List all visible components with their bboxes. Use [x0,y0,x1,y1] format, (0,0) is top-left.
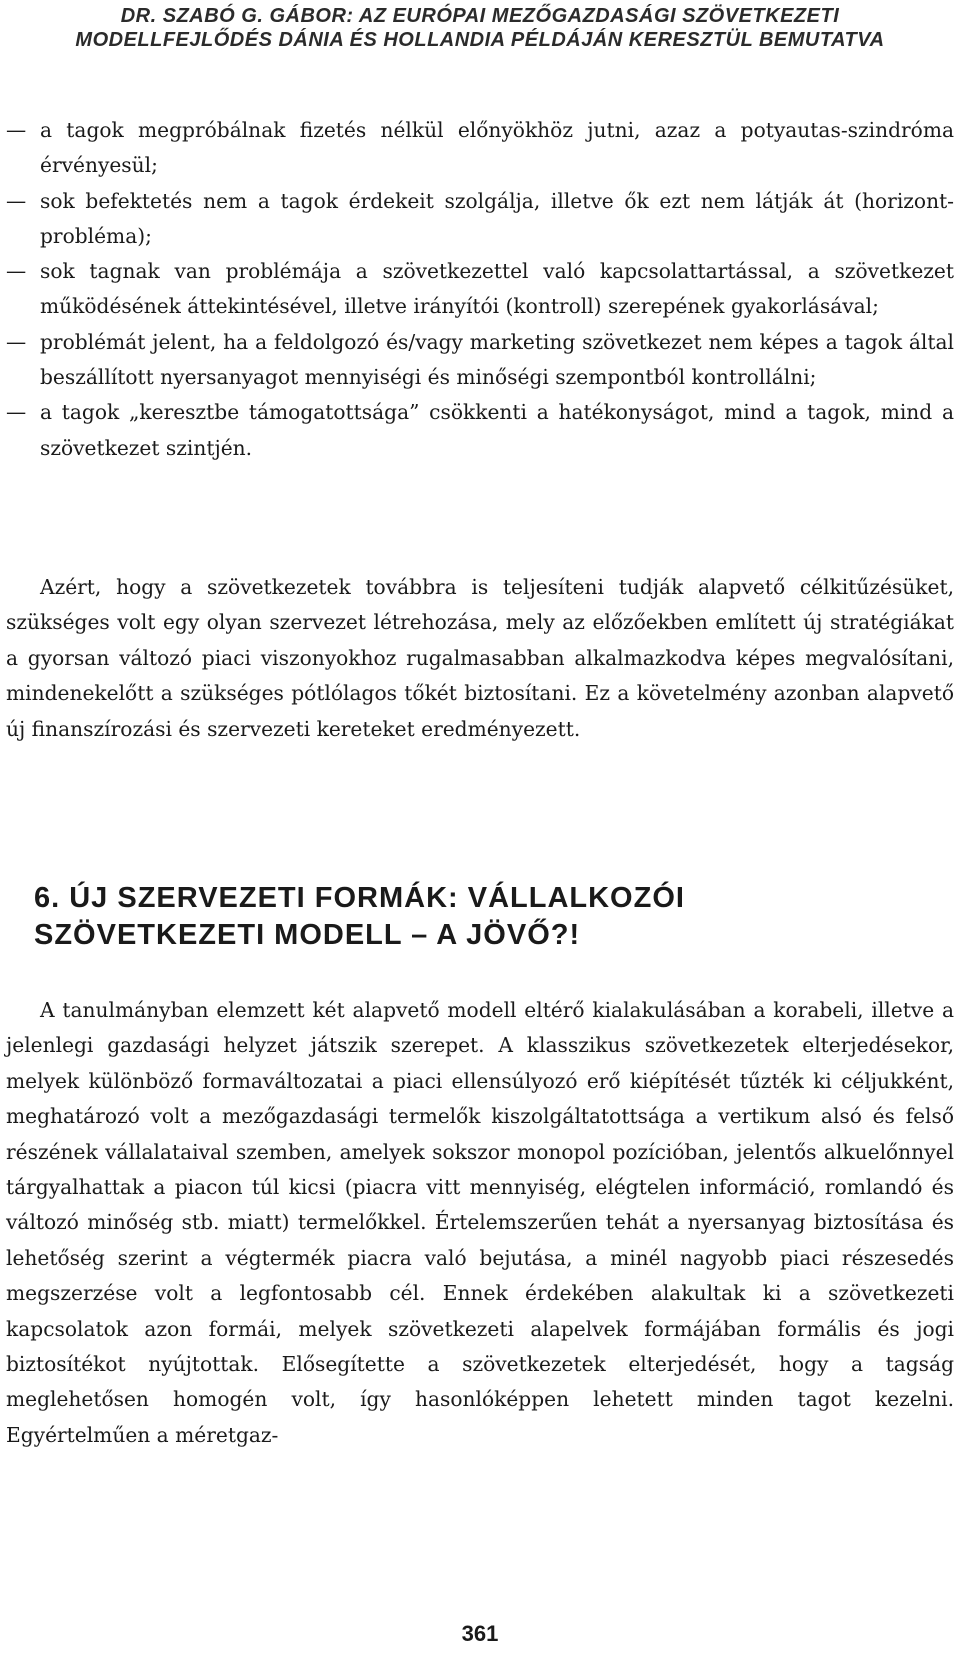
running-header-line-1: DR. SZABÓ G. GÁBOR: AZ EURÓPAI MEZŐGAZDASÁGI SZÖVETKEZETI [120,5,840,27]
bullet-list [6,113,954,466]
bullet-item: — a tagok „keresztbe támogatottsága” csökkenti a hatékonyságot, mind a tagok, mind a szövetkezet szintjén. [6,395,954,466]
section-heading [34,880,685,954]
section-heading-line-1: 6. ÚJ SZERVEZETI FORMÁK: VÁLLALKOZÓI [34,882,685,914]
section-heading-line-2: SZÖVETKEZETI MODELL – A JÖVŐ?! [34,919,581,951]
running-header [0,4,960,52]
bullet-item: — a tagok megpróbálnak fizetés nélkül előnyökhöz jutni, azaz a potyautas-szindróma érvényesül; [6,113,954,184]
body-paragraph-1: Azért, hogy a szövetkezetek továbbra is teljesíteni tudják alapvető célkitűzésüket, szükséges volt egy olyan szervezet létrehozása, mely az előzőekben említett új stratégiákat a gyorsan változó piaci viszonyokhoz rugalmasabban alkalmazkodva képes megvalósítani, mindenekelőtt a szükséges pótlólagos tőkét biztosítani. Ez a követelmény azonban alapvető új finanszírozási és szervezeti kereteket eredményezett. [6,575,954,741]
page-number: 361 [461,1621,499,1646]
bullet-item: — problémát jelent, ha a feldolgozó és/vagy marketing szövetkezet nem képes a tagok által beszállított nyersanyagot mennyiségi és minőségi szempontból kontrollálni; [6,325,954,396]
running-header-line-2: MODELLFEJLŐDÉS DÁNIA ÉS HOLLANDIA PÉLDÁJÁN KERESZTÜL BEMUTATVA [75,29,885,51]
bullet-item: — sok befektetés nem a tagok érdekeit szolgálja, illetve ők ezt nem látják át (horizont-probléma); [6,184,954,255]
bullet-item: — sok tagnak van problémája a szövetkezettel való kapcsolattartással, a szövetkezet működésének áttekintésével, illetve irányítói (kontroll) szerepének gyakorlásával; [6,254,954,325]
body-paragraph-2: A tanulmányban elemzett két alapvető modell eltérő kialakulásában a korabeli, illetve a jelenlegi gazdasági helyzet játszik szerepet. A klasszikus szövetkezetek elterjedésekor, melyek különböző formaváltozatai a piaci ellensúlyozó erő kiépítését tűzték ki céljukként, meghatározó volt a mezőgazdasági termelők kiszolgáltatottsága a vertikum alsó és felső részének vállalataival szemben, amelyek sokszor monopol pozícióban, jelentős alkuelőnnyel tárgyalhattak a piacon túl kicsi (piacra vitt mennyiség, elégtelen információ, romlandó és változó minőség stb. miatt) termelőkkel. Értelemszerűen tehát a nyersanyag biztosítása és lehetőség szerint a végtermék piacra való bejutása, a minél nagyobb piaci részesedés megszerzése volt a legfontosabb cél. Ennek érdekében alakultak ki a szövetkezeti kapcsolatok azon formái, melyek szövetkezeti alapelvek formájában formális és jogi biztosítékot nyújtottak. Elősegítette a szövetkezetek elterjedését, hogy a tagság meglehetősen homogén volt, így hasonlóképpen lehetett minden tagot kezelni. Egyértelműen a méretgaz- [6,998,954,1447]
